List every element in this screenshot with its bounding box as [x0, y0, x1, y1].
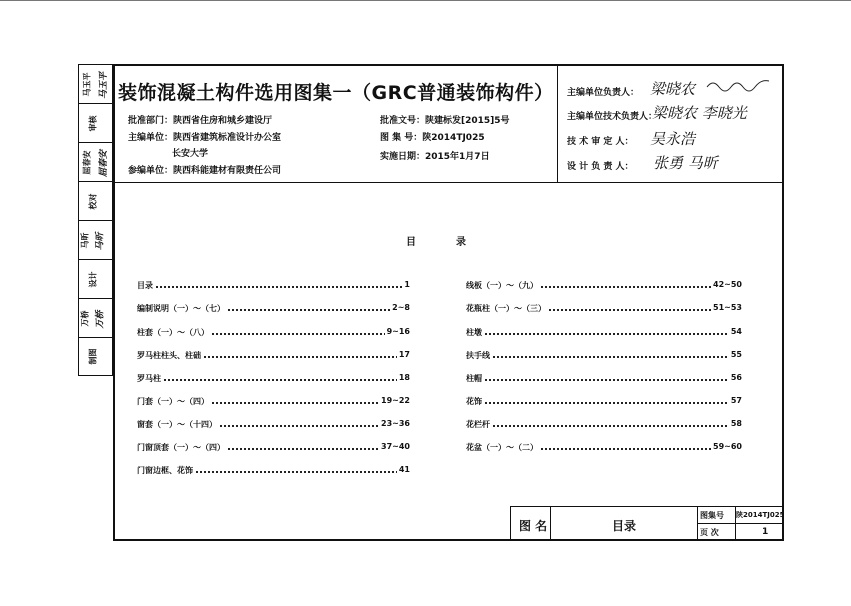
- toc-entry-label: 柱帽: [466, 374, 482, 383]
- strip-cell-checker-sign: [79, 65, 112, 104]
- side-signature-strip: [78, 64, 113, 376]
- toc-entry[interactable]: [466, 303, 742, 315]
- toc-entry-page: 58: [730, 419, 742, 428]
- toc-entry-page: 41: [398, 465, 410, 474]
- page-label: 页 次: [700, 528, 719, 537]
- toc-entry-page: 42~50: [713, 280, 742, 289]
- toc-entry-label: 花栏杆: [466, 420, 490, 429]
- toc-entry[interactable]: [137, 419, 410, 431]
- toc-entry-label: 罗马柱: [137, 374, 161, 383]
- strip-cell-reviewer-sign: [79, 143, 112, 182]
- toc-entry[interactable]: [137, 396, 410, 408]
- strip-label: 屈春安: [82, 150, 92, 175]
- atlas-number: 图 集 号：陕2014TJ025: [380, 133, 485, 143]
- toc-entry-label: 柱套（一）～（八）: [137, 328, 209, 337]
- toc-entry-label: 编制说明（一）～（七）: [137, 304, 225, 313]
- drawing-name: 目录: [612, 519, 637, 533]
- toc-entry[interactable]: [137, 442, 410, 454]
- resp-label: 设 计 负 责 人：: [567, 162, 634, 172]
- toc-entry-label: 目录: [137, 281, 153, 290]
- leader-dots: [466, 379, 742, 381]
- leader-dots: [466, 333, 742, 335]
- toc-entry[interactable]: [466, 442, 742, 454]
- participating-unit: 参编单位：陕西科能建材有限责任公司: [128, 166, 282, 176]
- toc-entry[interactable]: [137, 465, 410, 477]
- toc-entry-page: 59~60: [713, 442, 742, 451]
- leader-dots: [466, 356, 742, 358]
- signature-mark: 马玉平: [99, 71, 110, 100]
- toc-entry[interactable]: [466, 280, 742, 292]
- resp-label: 主编单位负责人：: [567, 88, 640, 98]
- strip-cell-design: [79, 260, 112, 299]
- toc-entry-label: 线板（一）～（九）: [466, 281, 538, 290]
- toc-entry-page: 37~40: [381, 442, 410, 451]
- scribble-signature: [705, 77, 773, 91]
- toc-entry-label: 花盆（一）～（二）: [466, 443, 538, 452]
- strip-cell-designer-sign: [79, 299, 112, 338]
- strip-label: 马玉平: [82, 72, 92, 97]
- approval-dept: 批准部门：陕西省住房和城乡建设厅: [128, 116, 273, 126]
- toc-entry[interactable]: [137, 350, 410, 362]
- toc-entry-label: 花瓶柱（一）～（三）: [466, 304, 546, 313]
- signature-mark: 张勇 马昕: [653, 154, 718, 172]
- strip-cell-drafting: [79, 338, 112, 375]
- top-border-line: [0, 0, 851, 1]
- toc-heading: 目录: [406, 237, 506, 248]
- toc-entry-page: 56: [730, 373, 742, 382]
- strip-label: 万桥: [80, 310, 90, 327]
- strip-label: 设计: [88, 271, 98, 288]
- toc-entry[interactable]: [466, 350, 742, 362]
- page-number: 1: [762, 527, 769, 537]
- strip-label: 审核: [88, 115, 98, 132]
- toc-entry[interactable]: [466, 419, 742, 431]
- signature-mark: 吴永浩: [650, 130, 696, 148]
- leader-dots: [137, 286, 410, 288]
- header-divider: [115, 182, 782, 183]
- strip-cell-review: [79, 104, 112, 143]
- toc-entry-page: 9~16: [386, 327, 410, 336]
- toc-entry[interactable]: [137, 280, 410, 292]
- page-title: 装饰混凝土构件选用图集一（GRC普通装饰构件）: [118, 82, 554, 104]
- toc-entry[interactable]: [137, 327, 410, 339]
- toc-entry[interactable]: [137, 373, 410, 385]
- strip-label: 马昕: [80, 232, 90, 249]
- signature-mark: 万桥: [95, 310, 106, 329]
- strip-label: 制图: [88, 348, 98, 365]
- toc-entry-page: 1: [404, 280, 410, 289]
- strip-cell-proofread: [79, 182, 112, 221]
- toc-entry-page: 2~8: [392, 303, 410, 312]
- strip-label: 校对: [88, 193, 98, 210]
- approval-doc: 批准文号：陕建标发[2015]5号: [380, 116, 510, 126]
- toc-entry[interactable]: [466, 373, 742, 385]
- chief-unit-2: 长安大学: [172, 149, 209, 159]
- toc-entry-page: 51~53: [713, 303, 742, 312]
- toc-entry-label: 罗马柱柱头、柱础: [137, 351, 201, 360]
- implementation-date: 实施日期：2015年1月7日: [380, 152, 490, 162]
- toc-entry-page: 57: [730, 396, 742, 405]
- toc-entry[interactable]: [466, 327, 742, 339]
- header-split-line: [557, 66, 558, 182]
- strip-cell-proofreader-sign: [79, 221, 112, 260]
- resp-label: 主编单位技术负责人：: [567, 112, 658, 122]
- toc-entry-page: 54: [730, 327, 742, 336]
- toc-entry-page: 19~22: [381, 396, 410, 405]
- signature-mark: 梁晓农 李晓光: [652, 104, 747, 122]
- toc-entry-page: 18: [398, 373, 410, 382]
- toc-entry-label: 柱墩: [466, 328, 482, 337]
- signature-mark: 屈春安: [99, 149, 110, 178]
- toc-entry[interactable]: [466, 396, 742, 408]
- toc-entry-label: 花饰: [466, 397, 482, 406]
- toc-entry-label: 扶手线: [466, 351, 490, 360]
- toc-entry-label: 门窗边框、花饰: [137, 466, 193, 475]
- resp-label: 技 术 审 定 人：: [567, 137, 634, 147]
- atlas-no-value: 陕2014TJ025: [736, 511, 785, 519]
- chief-unit: 主编单位：陕西省建筑标准设计办公室: [128, 133, 282, 143]
- leader-dots: [466, 402, 742, 404]
- title-block-line: [550, 506, 551, 539]
- signature-mark: 马昕: [95, 232, 106, 251]
- atlas-no-label: 图集号: [700, 511, 724, 520]
- toc-entry-label: 窗套（一）～（十四）: [137, 420, 217, 429]
- title-block-mid-line: [697, 523, 782, 524]
- toc-entry-page: 23~36: [381, 419, 410, 428]
- leader-dots: [466, 425, 742, 427]
- toc-entry-page: 55: [730, 350, 742, 359]
- toc-entry-label: 门套（一）～（四）: [137, 397, 209, 406]
- toc-entry-label: 门窗顶套（一）～（四）: [137, 443, 225, 452]
- title-block-line: [510, 506, 511, 539]
- toc-entry[interactable]: [137, 303, 410, 315]
- toc-entry-page: 17: [398, 350, 410, 359]
- drawing-name-label: 图 名: [519, 519, 548, 533]
- leader-dots: [137, 379, 410, 381]
- signature-mark: 梁晓农: [650, 80, 696, 98]
